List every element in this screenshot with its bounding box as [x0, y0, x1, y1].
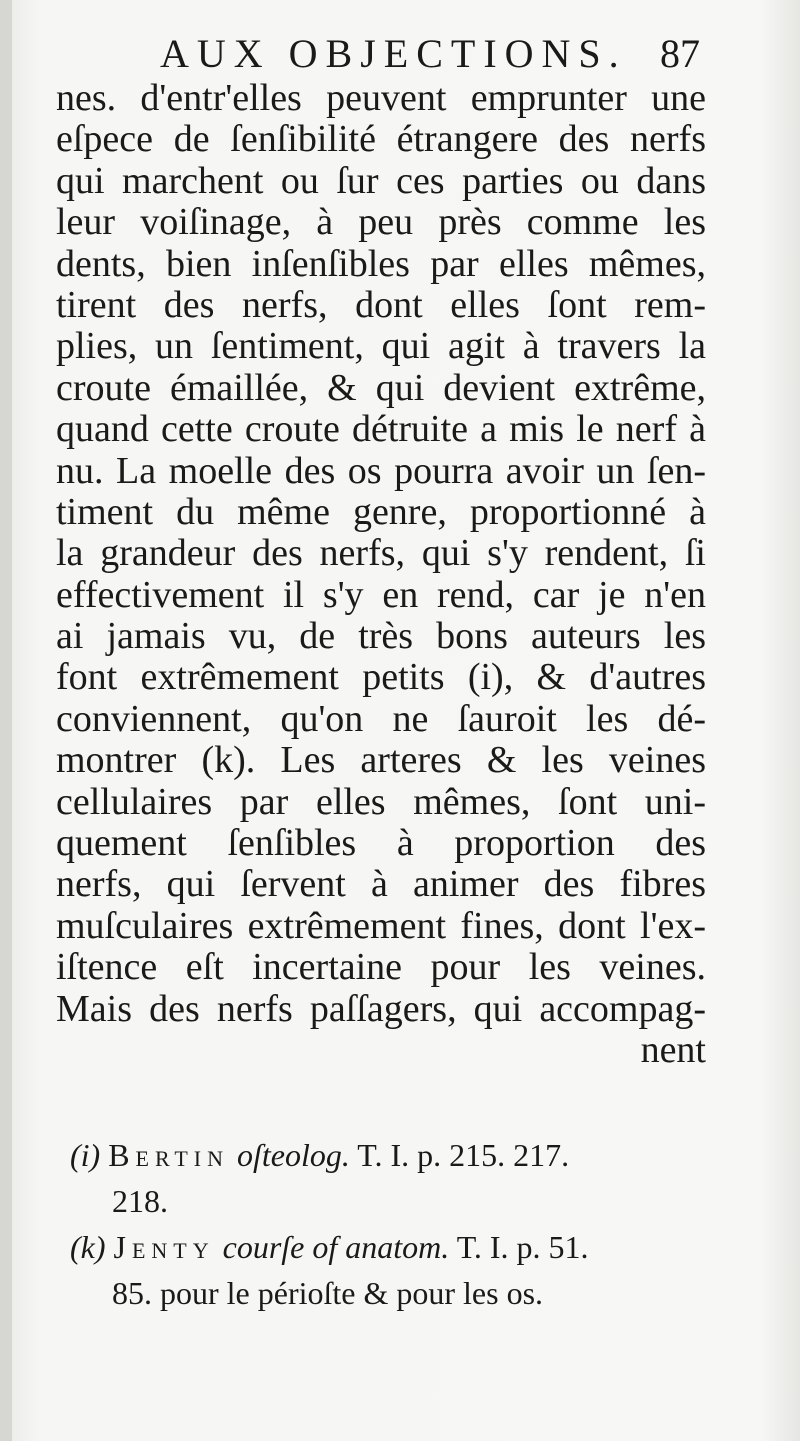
text-line: cellulaires par elles mêmes, ſont uni-	[56, 781, 706, 823]
footnote-k	[70, 1224, 720, 1270]
page-edge-shadow	[0, 0, 12, 1441]
text-line: nes. d'entr'elles peuvent emprunter une	[56, 78, 706, 119]
text-line: montrer (k). Les arteres & les veines	[56, 740, 706, 782]
footnote-continuation: 218.	[112, 1183, 168, 1219]
footnote-reference: T. I. p. 51.	[456, 1229, 589, 1265]
text-line: plies, un ſentiment, qui agit à travers la	[56, 326, 706, 368]
text-line: effectivement il s'y en rend, car je n'en	[56, 574, 706, 616]
text-line: nerfs, qui ſervent à animer des fibres	[56, 864, 706, 906]
text-line: muſculaires extrêmement fines, dont l'ex-	[56, 905, 706, 947]
body-text	[56, 78, 706, 1071]
footnote-continuation: 85. pour le périoſte & pour les os.	[112, 1275, 544, 1311]
text-line: qui marchent ou ſur ces parties ou dans	[56, 160, 706, 202]
text-line: iſtence eſt incertaine pour les veines.	[56, 947, 706, 989]
text-line: croute émaillée, & qui devient extrême,	[56, 367, 706, 409]
text-line: font extrêmement petits (i), & d'autres	[56, 657, 706, 699]
footnote-author: Jenty	[113, 1229, 215, 1265]
footnote-i	[70, 1132, 720, 1178]
text-line: conviennent, qu'on ne ſauroit les dé-	[56, 698, 706, 740]
footnote-reference: T. I. p. 215. 217.	[357, 1137, 570, 1173]
text-line: Mais des nerfs paſſagers, qui accompag-	[56, 988, 706, 1030]
text-line: leur voiſinage, à peu près comme les	[56, 202, 706, 244]
footnote-marker: (k)	[70, 1229, 106, 1265]
text-line: quement ſenſibles à proportion des	[56, 823, 706, 865]
text-line: tirent des nerfs, dont elles ſont rem-	[56, 284, 706, 326]
footnote-author: Bertin	[108, 1137, 229, 1173]
text-line: dents, bien inſenſibles par elles mêmes,	[56, 243, 706, 285]
page-number: 87	[660, 31, 700, 76]
running-head: AUX OBJECTIONS.	[160, 31, 627, 76]
footnote-work: oſteolog.	[237, 1137, 350, 1173]
catchword: nent	[640, 1029, 706, 1071]
text-line: quand cette croute détruite a mis le nerf à	[56, 409, 706, 451]
footnotes	[70, 1132, 720, 1316]
page-header	[160, 24, 700, 84]
text-line: la grandeur des nerfs, qui s'y rendent, ſi	[56, 533, 706, 575]
text-line: nu. La moelle des os pourra avoir un ſen-	[56, 450, 706, 492]
text-line: eſpece de ſenſibilité étrangere des nerfs	[56, 119, 706, 161]
text-line: ai jamais vu, de très bons auteurs les	[56, 616, 706, 658]
footnote-work: courſe of anatom.	[222, 1229, 450, 1265]
footnote-marker: (i)	[70, 1137, 101, 1173]
text-line: timent du même genre, proportionné à	[56, 491, 706, 533]
